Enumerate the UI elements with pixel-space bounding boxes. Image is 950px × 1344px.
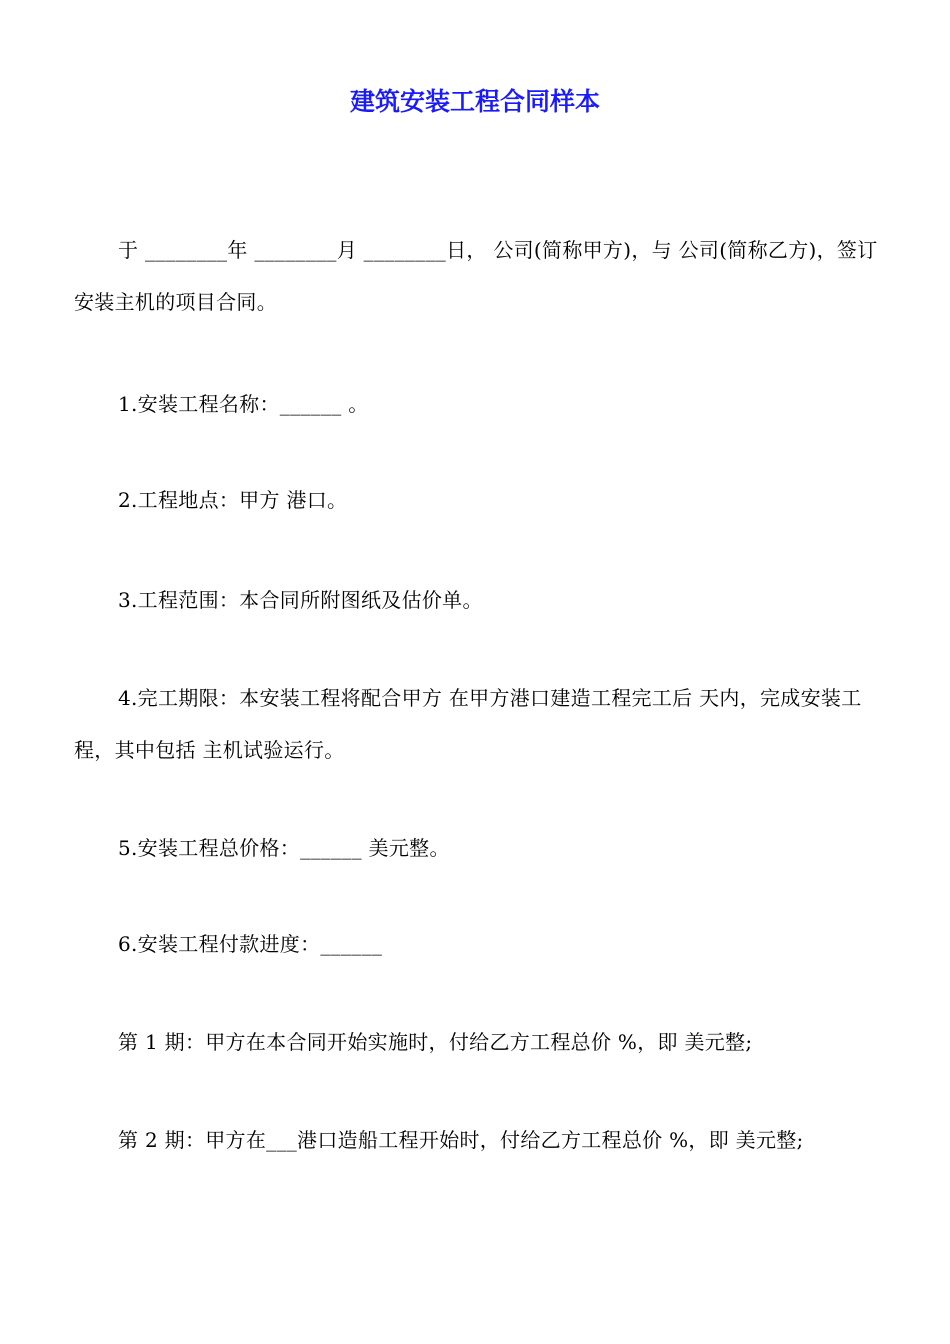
payment-phase-1: 第 1 期：甲方在本合同开始实施时，付给乙方工程总价 %，即 美元整; [118,1030,753,1054]
document-title: 建筑安装工程合同样本 [349,87,600,116]
clause-3-scope: 3.工程范围：本合同所附图纸及估价单。 [118,588,483,612]
clause-2-location: 2.工程地点：甲方 港口。 [118,488,348,512]
clause-4-deadline: 4.完工期限：本安装工程将配合甲方 在甲方港口建造工程完工后 天内，完成安装工程，其中包括 主机试验运行。 [74,686,862,762]
clause-6-payment-schedule: 6.安装工程付款进度：______ [118,932,383,956]
intro-paragraph: 于 ________年 ________月 ________日， 公司(简称甲方)，与 公司(简称乙方)，签订安装主机的项目合同。 [74,238,878,314]
payment-phase-2: 第 2 期：甲方在___港口造船工程开始时，付给乙方工程总价 %，即 美元整; [118,1128,804,1152]
clause-1-project-name: 1.安装工程名称：______ 。 [118,392,369,416]
clause-5-total-price: 5.安装工程总价格：______ 美元整。 [118,836,450,860]
